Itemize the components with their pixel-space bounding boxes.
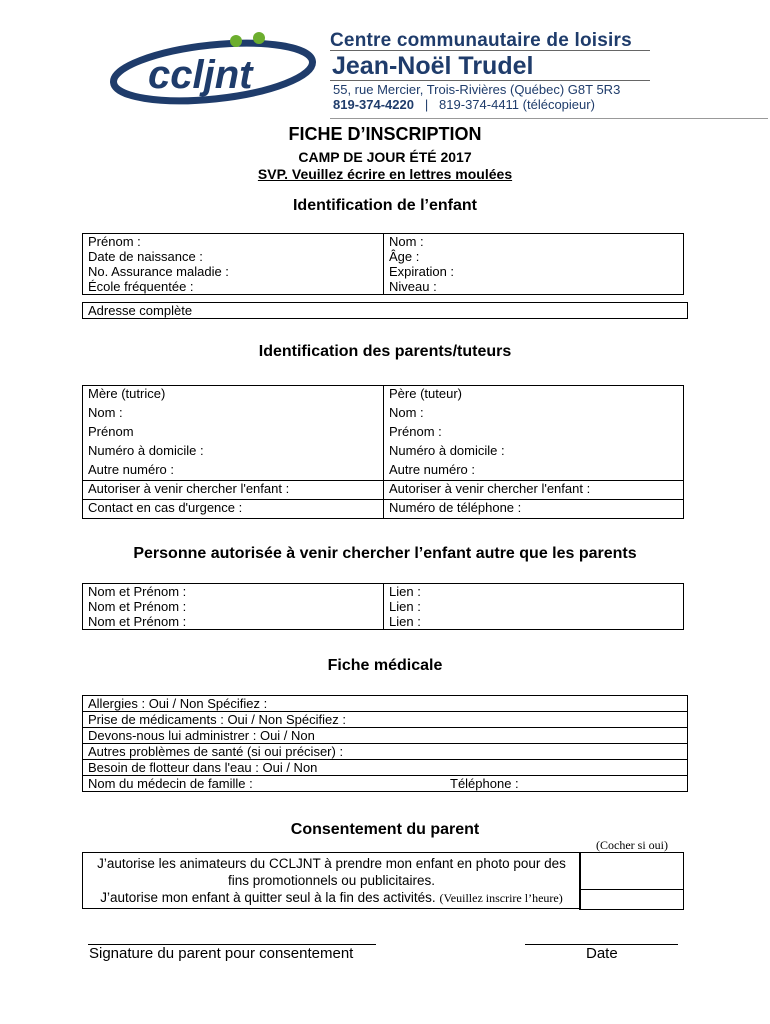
- org-contact: [333, 97, 595, 112]
- medical-field[interactable]: Allergies : Oui / Non Spécifiez :: [83, 696, 688, 712]
- consent-section-title: Consentement du parent: [290, 821, 480, 838]
- leave-consent-text: J’autorise mon enfant à quitter seul à la fin des activités.: [100, 890, 436, 905]
- father-field[interactable]: Numéro à domicile :: [384, 443, 684, 462]
- child-address-table: [82, 302, 688, 319]
- child-field[interactable]: Date de naissance :: [83, 249, 384, 264]
- father-field[interactable]: Autoriser à venir chercher l'enfant :: [384, 481, 684, 500]
- contact-separator: |: [424, 97, 429, 112]
- mother-field[interactable]: Numéro à domicile :: [83, 443, 384, 462]
- photo-consent-line1: J’autorise les animateurs du CCLJNT à prendre mon enfant en photo pour des: [97, 856, 566, 871]
- father-field[interactable]: Nom :: [384, 405, 684, 424]
- medical-table: [82, 695, 688, 792]
- authorized-name-field[interactable]: Nom et Prénom :: [83, 584, 384, 600]
- authorized-name-field[interactable]: Nom et Prénom :: [83, 614, 384, 630]
- authorized-link-field[interactable]: Lien :: [384, 599, 684, 614]
- photo-consent-line2: fins promotionnels ou publicitaires.: [227, 873, 436, 888]
- medical-section-title: Fiche médicale: [327, 657, 443, 674]
- child-section-title: Identification de l’enfant: [292, 197, 477, 214]
- header-divider: [330, 50, 650, 51]
- mother-field[interactable]: Contact en cas d'urgence :: [83, 500, 384, 519]
- form-subtitle: CAMP DE JOUR ÉTÉ 2017: [298, 149, 472, 165]
- org-address: 55, rue Mercier, Trois-Rivières (Québec) G8T 5R3: [333, 82, 621, 97]
- medical-field[interactable]: Prise de médicaments : Oui / Non Spécifiez :: [83, 712, 688, 728]
- org-phone: 819-374-4220: [333, 97, 414, 112]
- child-field[interactable]: Expiration :: [384, 264, 684, 279]
- leave-consent: [83, 889, 580, 907]
- mother-field[interactable]: Prénom: [83, 424, 384, 443]
- child-field[interactable]: Prénom :: [83, 234, 384, 250]
- leave-consent-note: (Veuillez inscrire l’heure): [439, 891, 563, 905]
- father-field[interactable]: Numéro de téléphone :: [384, 500, 684, 519]
- father-header: Père (tuteur): [384, 386, 684, 405]
- signature-label: Signature du parent pour consentement: [89, 945, 354, 962]
- org-name-line1: Centre communautaire de loisirs: [330, 30, 632, 51]
- photo-consent-checkbox[interactable]: [579, 852, 684, 890]
- authorized-name-field[interactable]: Nom et Prénom :: [83, 599, 384, 614]
- child-field[interactable]: Nom :: [384, 234, 684, 250]
- doctor-name-field[interactable]: Nom du médecin de famille :: [83, 776, 446, 792]
- child-field[interactable]: Niveau :: [384, 279, 684, 295]
- check-note: (Cocher si oui): [596, 838, 668, 852]
- header-bottom-rule: [330, 118, 768, 119]
- child-field[interactable]: École fréquentée :: [83, 279, 384, 295]
- mother-field[interactable]: Autre numéro :: [83, 462, 384, 481]
- medical-field[interactable]: Autres problèmes de santé (si oui préciser) :: [83, 744, 688, 760]
- form-instruction: SVP. Veuillez écrire en lettres moulées: [257, 166, 513, 182]
- consent-text-box: [82, 852, 581, 909]
- authorized-link-field[interactable]: Lien :: [384, 584, 684, 600]
- child-table: [82, 233, 684, 295]
- child-field[interactable]: No. Assurance maladie :: [83, 264, 384, 279]
- form-title: FICHE D’INSCRIPTION: [288, 124, 482, 144]
- parents-section-title: Identification des parents/tuteurs: [258, 343, 512, 360]
- org-fax: 819-374-4411 (télécopieur): [439, 97, 595, 112]
- father-field[interactable]: Prénom :: [384, 424, 684, 443]
- medical-field[interactable]: Besoin de flotteur dans l'eau : Oui / Non: [83, 760, 688, 776]
- father-field[interactable]: Autre numéro :: [384, 462, 684, 481]
- header-divider: [330, 80, 650, 81]
- parents-table: [82, 385, 684, 519]
- medical-field[interactable]: Devons-nous lui administrer : Oui / Non: [83, 728, 688, 744]
- mother-header: Mère (tutrice): [83, 386, 384, 405]
- date-label: Date: [586, 945, 618, 962]
- leave-consent-checkbox[interactable]: [579, 889, 684, 910]
- mother-field[interactable]: Autoriser à venir chercher l'enfant :: [83, 481, 384, 500]
- authorized-section-title: Personne autorisée à venir chercher l’enfant autre que les parents: [133, 545, 637, 562]
- logo-text: ccljnt: [148, 53, 253, 97]
- mother-field[interactable]: Nom :: [83, 405, 384, 424]
- org-name-line2: Jean-Noël Trudel: [332, 52, 534, 80]
- logo-graphic: [108, 30, 323, 105]
- child-field[interactable]: Âge :: [384, 249, 684, 264]
- authorized-link-field[interactable]: Lien :: [384, 614, 684, 630]
- child-address-field[interactable]: Adresse complète: [83, 303, 688, 319]
- authorized-table: [82, 583, 684, 630]
- doctor-phone-field[interactable]: Téléphone :: [445, 776, 688, 792]
